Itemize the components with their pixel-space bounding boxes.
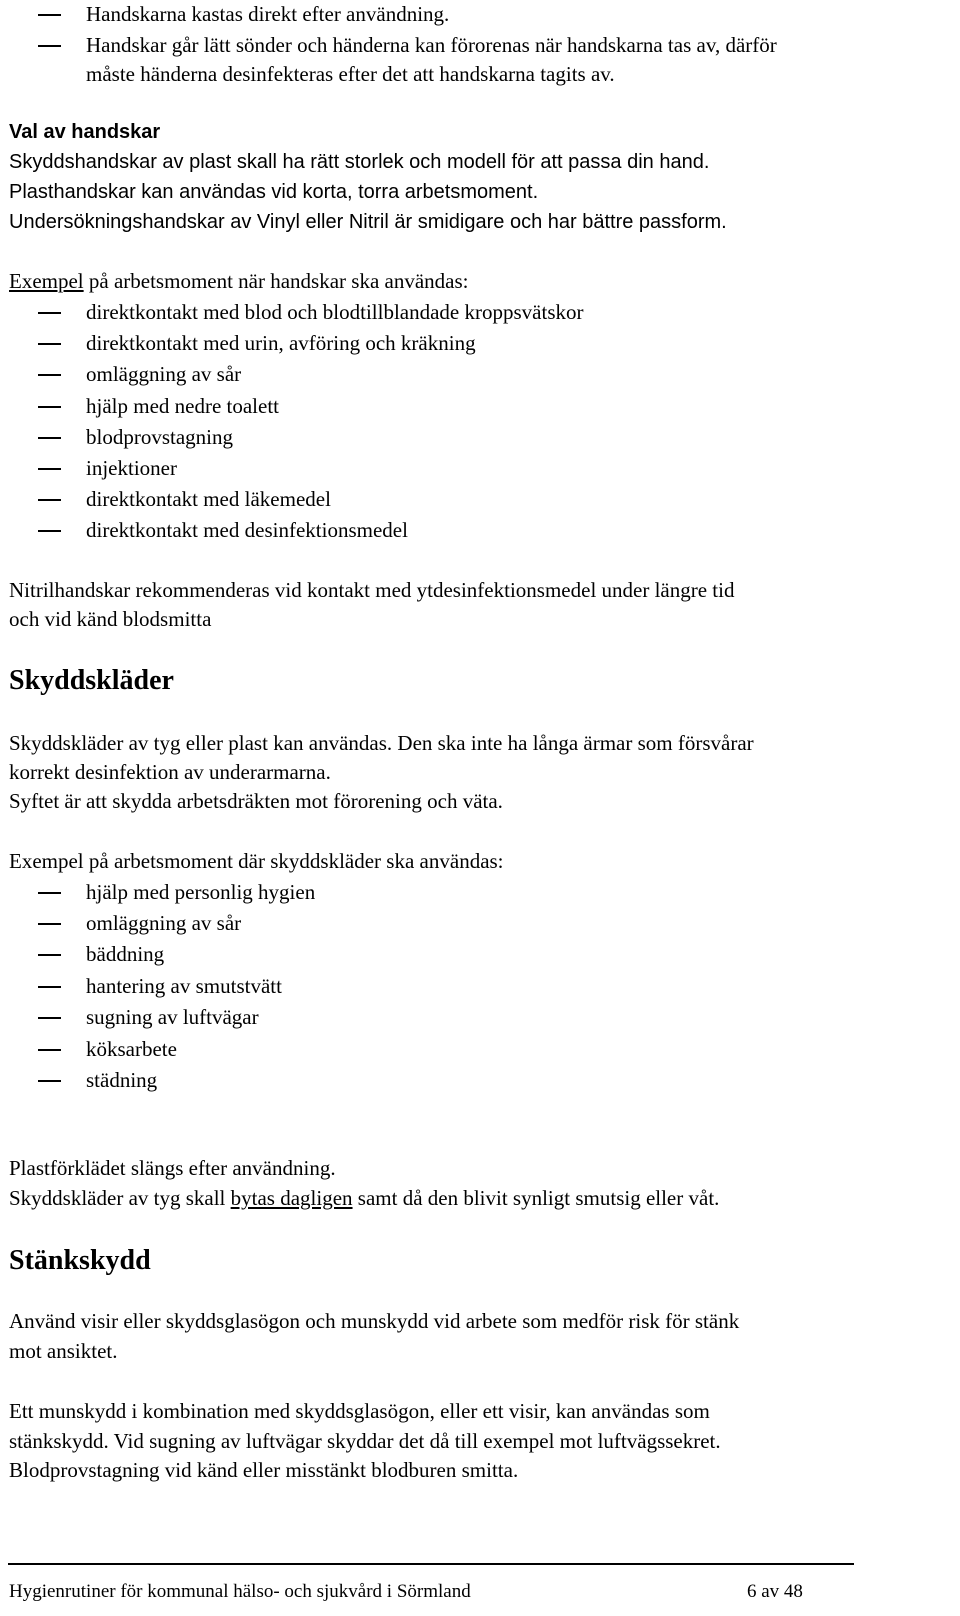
dash-bullet-icon [38,1017,61,1019]
paragraph-line: korrekt desinfektion av underarmarna. [9,760,331,784]
paragraph-line: Undersökningshandskar av Vinyl eller Nitril är smidigare och har bättre passform. [9,211,727,233]
section-heading-skyddsklader: Skyddskläder [9,665,174,696]
paragraph-line: Plasthandskar kan användas vid korta, torra arbetsmoment. [9,181,539,203]
footer-title: Hygienrutiner för kommunal hälso- och sjukvård i Sörmland [9,1581,471,1602]
paragraph-line: stänkskydd. Vid sugning av luftvägar skyddar det då till exempel mot luftvägssekret. [9,1429,721,1453]
paragraph-line: Plastförklädet slängs efter användning. [9,1156,336,1180]
paragraph-line: Syftet är att skydda arbetsdräkten mot förorening och väta. [9,789,503,813]
footer-divider [8,1563,854,1565]
section-heading-val: Val av handskar [9,121,161,143]
dash-bullet-icon [38,954,61,956]
dash-bullet-icon [38,437,61,439]
dash-bullet-icon [38,468,61,470]
paragraph-line: mot ansiktet. [9,1339,118,1363]
examples-intro: Exempel på arbetsmoment när handskar ska användas: [9,269,469,293]
paragraph-line: och vid känd blodsmitta [9,607,212,631]
dash-bullet-icon [38,14,61,16]
paragraph-line: Skyddshandskar av plast skall ha rätt storlek och modell för att passa din hand. [9,151,710,173]
underlined-word: Exempel [9,269,84,293]
paragraph-line: Nitrilhandskar rekommenderas vid kontakt med ytdesinfektionsmedel under längre tid [9,578,735,602]
paragraph-line: Använd visir eller skyddsglasögon och munskydd vid arbete som medför risk för stänk [9,1309,740,1333]
dash-bullet-icon [38,406,61,408]
dash-bullet-icon [38,986,61,988]
section-heading-stankskydd: Stänkskydd [9,1245,151,1276]
dash-bullet-icon [38,530,61,532]
page-number: 6 av 48 [747,1581,803,1602]
dash-bullet-icon [38,312,61,314]
dash-bullet-icon [38,45,61,47]
dash-bullet-icon [38,374,61,376]
underlined-phrase: bytas dagligen [230,1186,353,1210]
dash-bullet-icon [38,343,61,345]
paragraph-line: Blodprovstagning vid känd eller misstänkt blodburen smitta. [9,1458,519,1482]
examples-intro: Exempel på arbetsmoment där skyddskläder ska användas: [9,849,504,873]
dash-bullet-icon [38,923,61,925]
dash-bullet-icon [38,892,61,894]
dash-bullet-icon [38,499,61,501]
paragraph-line: Ett munskydd i kombination med skyddsglasögon, eller ett visir, kan användas som [9,1399,710,1423]
dash-bullet-icon [38,1049,61,1051]
paragraph-line: Skyddskläder av tyg skall bytas dagligen samt då den blivit synligt smutsig eller våt. [9,1186,720,1210]
dash-bullet-icon [38,1080,61,1082]
paragraph-line: Skyddskläder av tyg eller plast kan användas. Den ska inte ha långa ärmar som försvårar [9,731,754,755]
